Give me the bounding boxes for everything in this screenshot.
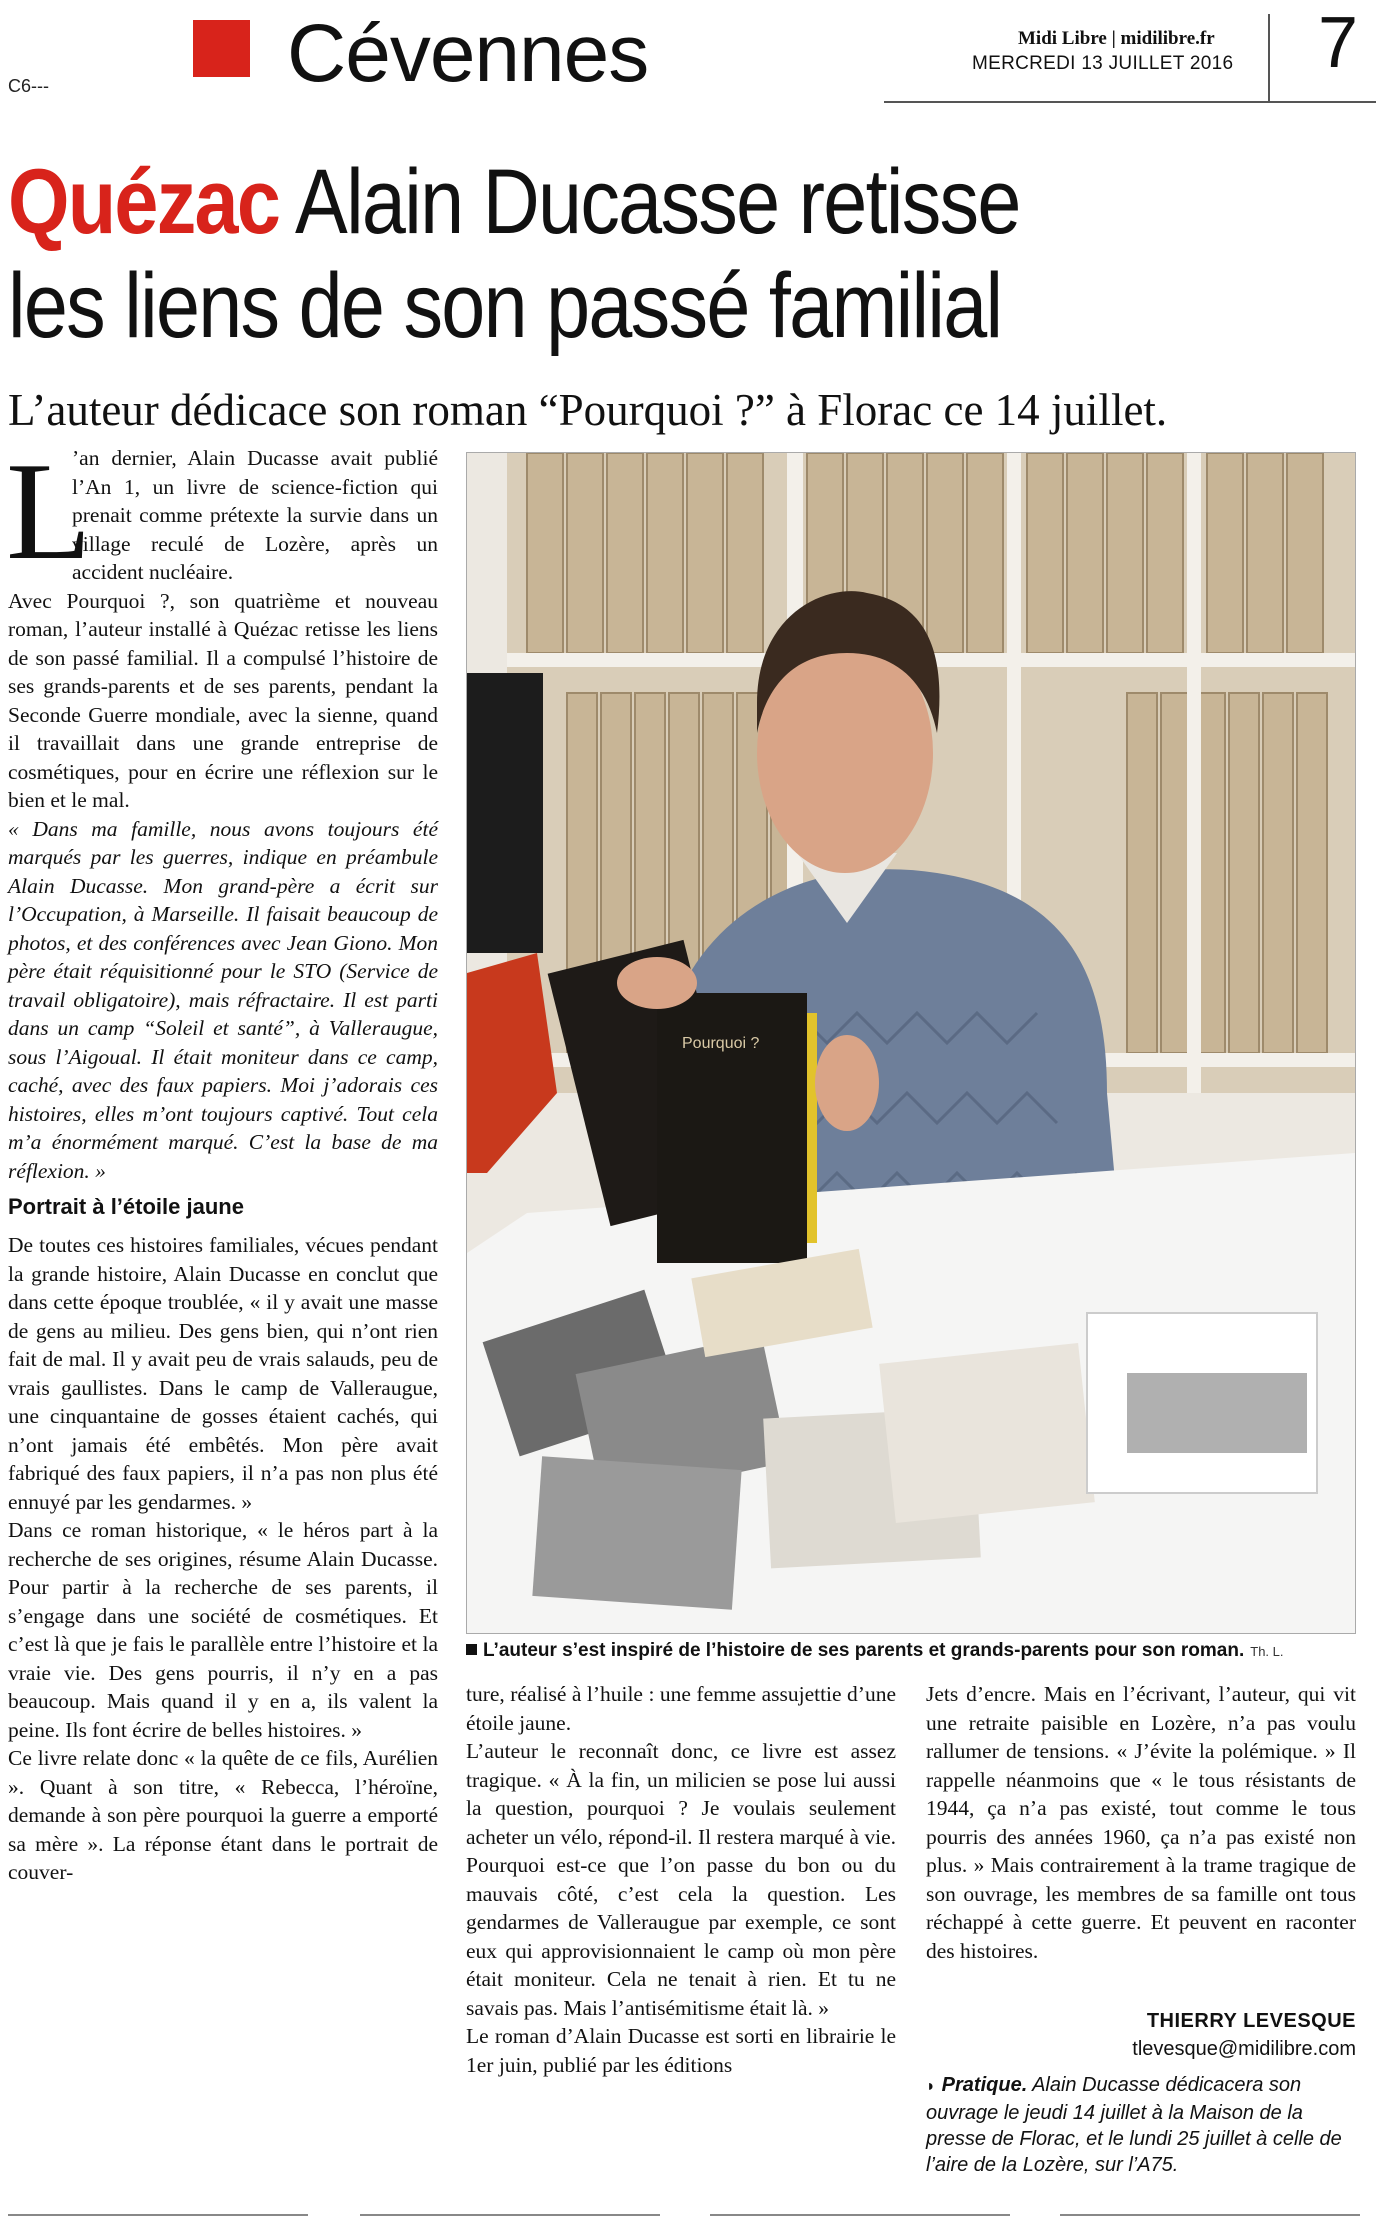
paragraph: ture, réalisé à l’huile : une femme assujettie d’une étoile jaune. (466, 1682, 896, 1735)
headline-line1: Alain Ducasse retisse (295, 151, 1020, 253)
paragraph: « Dans ma famille, nous avons toujours été marqués par les guerres, indique en préambule Alain Ducasse. Mon grand-père a écrit sur l’Occupation, à Marseille. Il faisait beaucoup de photos, et des conférences avec Jean Giono. Mon père était réquisitionné pour le STO (Service de travail obligatoire), mais réfractaire. Il est parti dans un camp “Soleil et santé”, à Valleraugue, sous l’Aigoual. Il était moniteur dans ce camp, caché, avec des faux papiers. Moi j’adorais ces histoires, elles m’ont toujours captivé. Tout cela m’a énormément marqué. C’est la base de ma réflexion. » (8, 816, 438, 1183)
headline-kicker: Quézac (8, 151, 280, 253)
caption-marker (466, 1644, 477, 1655)
bottom-rule (360, 2214, 660, 2216)
section-marker-square (193, 20, 250, 77)
pratique-text: Alain Ducasse dédicacera son ouvrage le jeudi 14 juillet à la Maison de la presse de Florac, et le lundi 25 juillet à celle de l’aire de la Lozère, sur l’A75. (926, 2074, 1342, 2176)
subhead: L’auteur dédicace son roman “Pourquoi ?” à Florac ce 14 juillet. (8, 385, 1168, 435)
paragraph: De toutes ces histoires familiales, vécues pendant la grande histoire, Alain Ducasse en conclut que dans cette époque troublée, « il y avait une masse de gens au milieu. Des gens bien, qui n’ont rien fait de mal. Il y avait peu de vrais salauds, peu de vrais gaullistes. Dans le camp de Valleraugue, une cinquantaine de gosses étaient cachés, qui n’ont jamais été embêtés. Mon père avait fabriqué des faux papiers, il n’a pas non plus été ennuyé par les gendarmes. » (8, 1233, 438, 1514)
caption-text: L’auteur s’est inspiré de l’histoire de ses parents et grands-parents pour son roman. (483, 1640, 1245, 1661)
byline-author: THIERRY LEVESQUE (1146, 2010, 1356, 2032)
paragraph: Le roman d’Alain Ducasse est sorti en librairie le 1er juin, publié par les éditions (466, 2024, 896, 2077)
pratique-marker-icon: ◗ (926, 2078, 936, 2095)
pratique-box (926, 2072, 1356, 2178)
page-number: 7 (1318, 3, 1359, 83)
article-column-1 (6, 434, 438, 1887)
article-photo (466, 452, 1356, 1634)
headline (8, 150, 1195, 358)
paragraph: Jets d’encre. Mais en l’écrivant, l’auteur, qui vit une retraite paisible en Lozère, n’a pas voulu rallumer de tensions. « J’évite la polémique. » Il rappelle néanmoins que « le tous résistants de 1944, ça n’a pas existé, tout comme le tous pourris des années 1960, ça n’a pas existé non plus. » Mais contrairement à la trame tragique de son ouvrage, les membres de sa famille ont tous réchappé à cette guerre. Et peuvent en raconter des histoires. (926, 1682, 1356, 1963)
headline-line2: les liens de son passé familial (8, 255, 1002, 357)
pratique-label: Pratique. (941, 2074, 1028, 2096)
article-column-3 (926, 1680, 1356, 1965)
paragraph: L’auteur le reconnaît donc, ce livre est assez tragique. « À la fin, un milicien se pose lui aussi la question, pourquoi ? Je voulais seulement acheter un vélo, répond-il. Il restera marqué à vie. Pourquoi est-ce que l’on passe du bon ou du mauvais côté, c’est cela la question. Les gendarmes de Valleraugue par exemple, ce sont eux qui approvisionnaient le camp où mon père était moniteur. Cela ne tenait à rien. Et tu ne savais pas. Mais l’antisémitisme était là. » (466, 1739, 896, 2020)
photo-illustration (467, 453, 1355, 1633)
masthead-date: MERCREDI 13 JUILLET 2016 (972, 53, 1234, 74)
paragraph: ’an dernier, Alain Ducasse avait publié l’An 1, un livre de science-fiction qui prenait comme prétexte la survie dans un village reculé de Lozère, après un accident nucléaire. (72, 446, 438, 584)
page-code: C6--- (8, 76, 49, 96)
paragraph: Avec Pourquoi ?, son quatrième et nouveau roman, l’auteur installé à Quézac retisse les liens de son passé familial. Il a compulsé l’histoire de ses grands-parents et de ses parents, pendant la Seconde Guerre mondiale, avec la sienne, quand il travaillait dans une grande entreprise de cosmétiques, pour en écrire une réflexion sur le bien et le mal. (8, 588, 438, 812)
bottom-rule (1060, 2214, 1360, 2216)
header-rule (884, 101, 1376, 103)
drop-cap: L (6, 434, 92, 589)
book-title: Pourquoi ? (682, 1035, 760, 1052)
paragraph: Dans ce roman historique, « le héros part à la recherche de ses origines, résume Alain Ducasse. Pour partir à la recherche de ses parents, il s’engage dans une société de cosmétiques. Et c’est là que je fais le parallèle entre l’histoire et la vraie vie. Des gens pourris, il n’y en a pas beaucoup. Mais quand il y en a, ils valent la peine. Ils font écrire de belles histoires. » (8, 1518, 438, 1742)
byline-email: tlevesque@midilibre.com (1132, 2038, 1356, 2060)
section-title: Cévennes (287, 8, 649, 99)
article-column-2 (466, 1680, 896, 2079)
photo-caption (466, 1639, 1356, 1664)
masthead-brand: Midi Libre | midilibre.fr (1018, 28, 1215, 49)
photo-credit: Th. L. (1250, 1644, 1284, 1659)
bottom-rule (710, 2214, 1010, 2216)
article-subtitle: Portrait à l’étoile jaune (8, 1194, 244, 1219)
paragraph: Ce livre relate donc « la quête de ce fils, Aurélien ». Quant à son titre, « Rebecca, l’héroïne, demande à son père pourquoi la guerre a emporté sa mère ». La réponse étant dans le portrait de couver- (8, 1746, 438, 1884)
bottom-rule (8, 2214, 308, 2216)
header-divider (1268, 14, 1270, 102)
